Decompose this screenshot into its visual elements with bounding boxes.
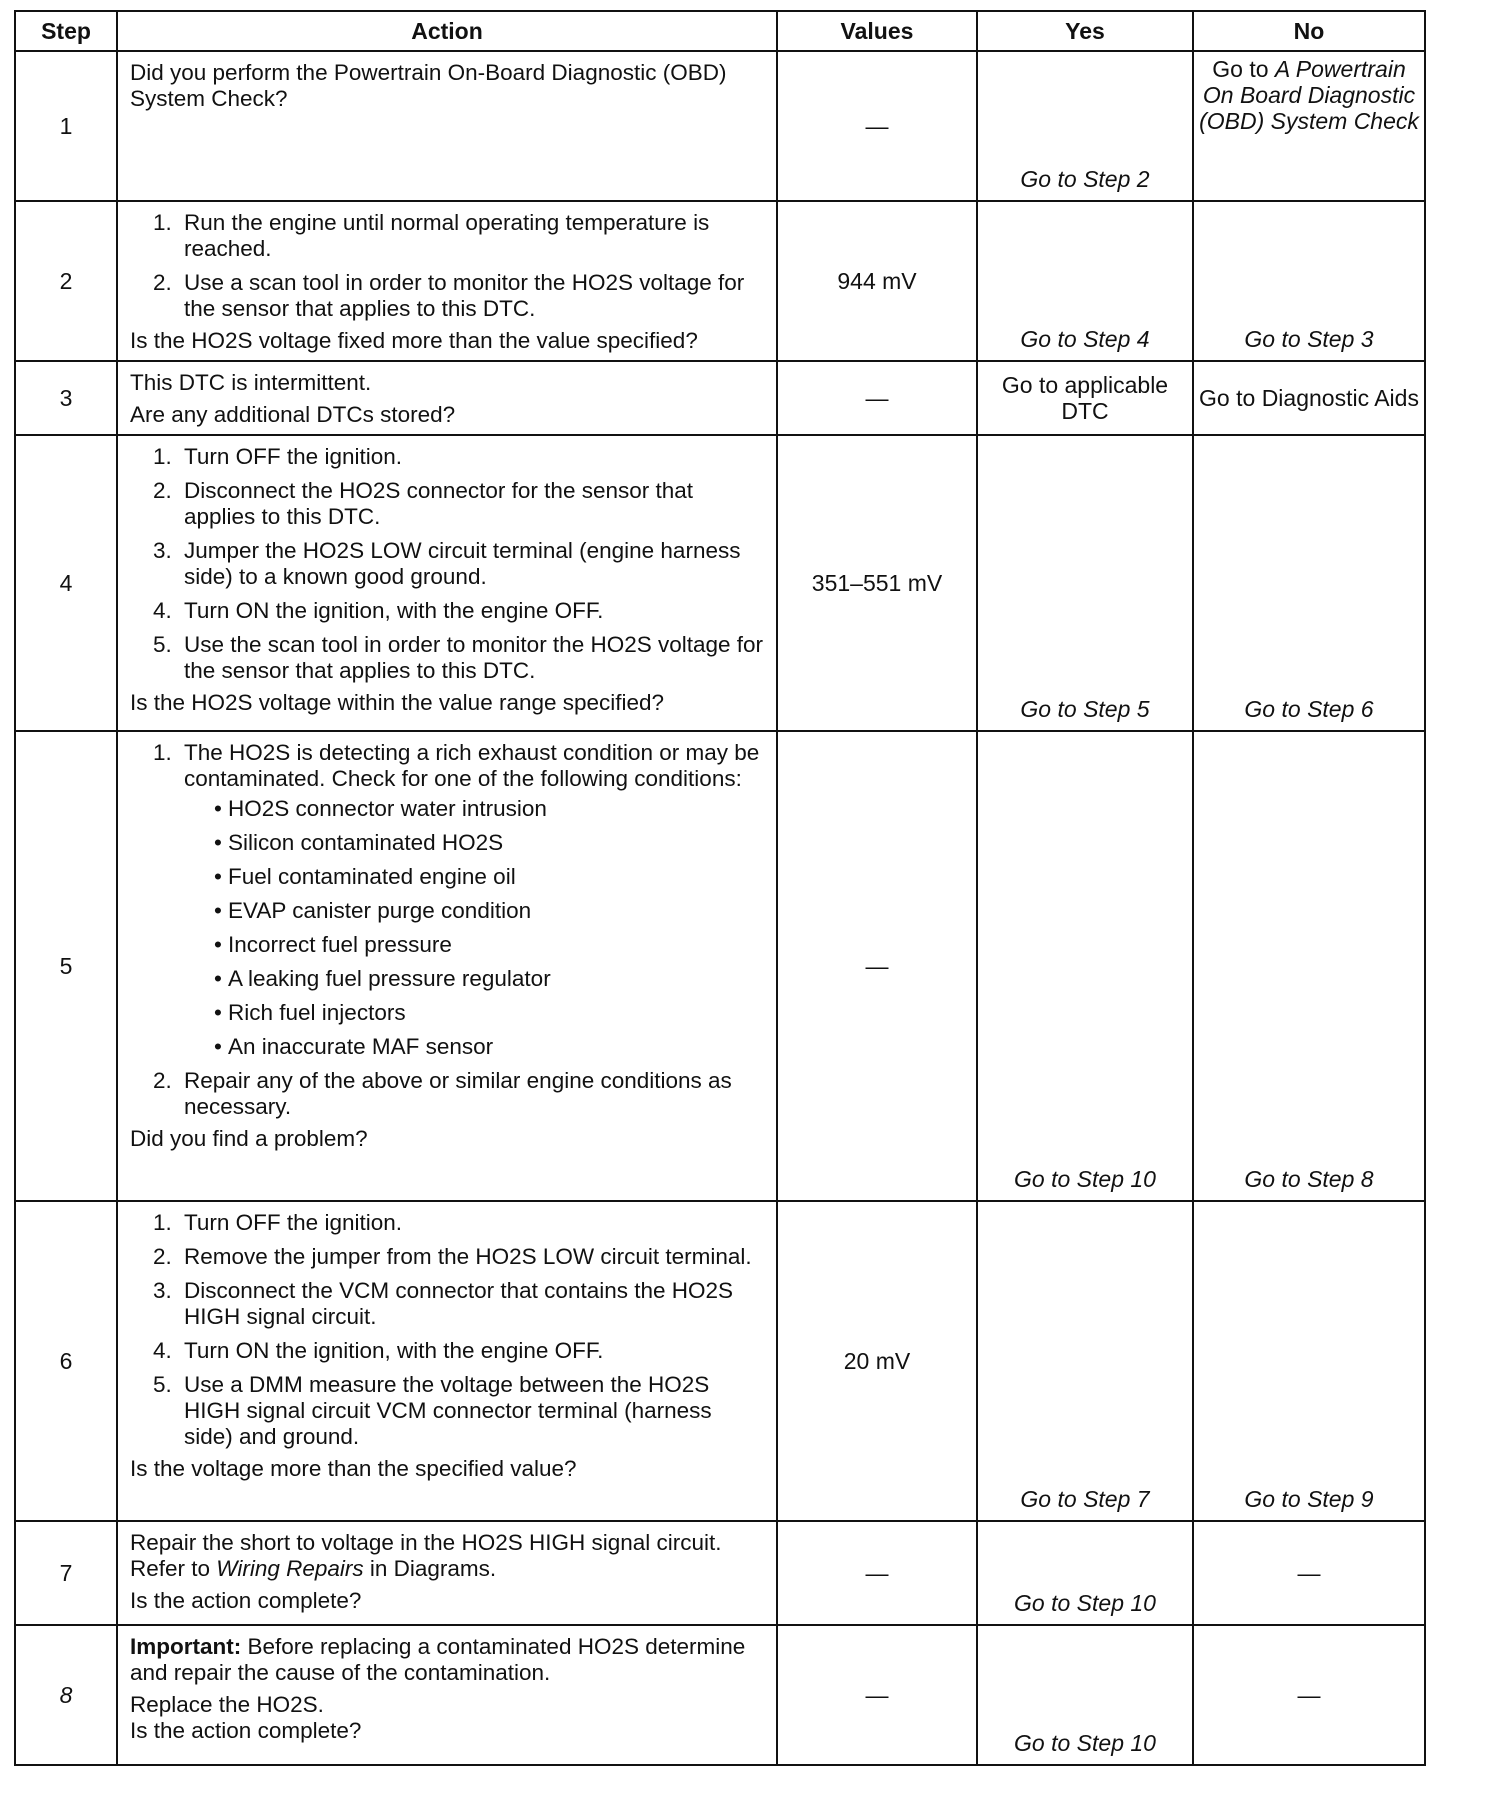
no-link[interactable]: Go to Diagnostic Aids [1199,385,1419,411]
no-cell [1193,1625,1425,1765]
diagnostic-table [14,10,1426,1766]
value-cell: — [777,1625,977,1765]
header-no: No [1193,11,1425,51]
action-text: Replace the HO2S. [130,1692,324,1717]
yes-link[interactable]: Go to Step 10 [1014,1590,1156,1616]
important-label: Important: [130,1634,242,1659]
no-cell [1193,1521,1425,1625]
step-number [15,1625,117,1765]
no-prefix: Go to [1212,56,1275,82]
condition-list [184,796,766,1060]
no-link[interactable]: Go to Step 3 [1244,326,1374,352]
no-link[interactable]: Go to Step 6 [1244,696,1374,722]
condition-item: • Fuel contaminated engine oil [214,864,766,890]
action-question: Is the HO2S voltage within the value range specified? [130,690,665,715]
no-italic: A Powertrain On Board Diagnostic (OBD) System Check [1199,56,1419,134]
action-item: 1. Turn OFF the ignition. [178,444,766,470]
action-item: 4. Turn ON the ignition, with the engine OFF. [178,598,766,624]
yes-cell [977,51,1193,201]
no-value: — [1297,1560,1321,1586]
action-item: 2. Repair any of the above or similar engine conditions as necessary. [178,1068,766,1120]
action-item-text: The HO2S is detecting a rich exhaust condition or may be contaminated. Check for one of the following conditions: [184,740,760,791]
action-text [130,1530,766,1582]
header-yes: Yes [977,11,1193,51]
yes-link[interactable]: Go to Step 2 [1020,166,1150,192]
action-item [178,740,766,1060]
action-text-b: in Diagrams. [363,1556,497,1581]
action-text: Did you perform the Powertrain On-Board Diagnostic (OBD) System Check? [130,60,727,111]
action-list [130,210,766,322]
value-cell: 944 mV [777,201,977,361]
step-number: 3 [15,361,117,435]
action-question: Is the voltage more than the specified value? [130,1456,577,1481]
table-row-step-1 [15,51,1425,201]
condition-item: • An inaccurate MAF sensor [214,1034,766,1060]
yes-link[interactable]: Go to Step 7 [1020,1486,1150,1512]
action-item: 4. Turn ON the ignition, with the engine OFF. [178,1338,766,1364]
action-list [130,444,766,684]
table-row-step-8 [15,1625,1425,1765]
action-item: 3. Disconnect the VCM connector that contains the HO2S HIGH signal circuit. [178,1278,766,1330]
yes-cell [977,1625,1193,1765]
step-number: 4 [15,435,117,731]
step-number: 6 [15,1201,117,1521]
value-cell: 351–551 mV [777,435,977,731]
condition-item: • EVAP canister purge condition [214,898,766,924]
no-link[interactable]: Go to Step 9 [1244,1486,1374,1512]
table-row-step-6 [15,1201,1425,1521]
action-question: Are any additional DTCs stored? [130,402,456,427]
action-question: Is the action complete? [130,1588,362,1613]
table-row-step-3 [15,361,1425,435]
yes-cell [977,1201,1193,1521]
yes-cell [977,201,1193,361]
action-item: 1. Turn OFF the ignition. [178,1210,766,1236]
action-question: Is the HO2S voltage fixed more than the value specified? [130,328,698,353]
header-step: Step [15,11,117,51]
action-cell [117,435,777,731]
condition-item: • Silicon contaminated HO2S [214,830,766,856]
value-cell: — [777,731,977,1201]
action-list [130,740,766,1120]
no-cell [1193,361,1425,435]
step-number: 7 [15,1521,117,1625]
action-item: 5. Use the scan tool in order to monitor the HO2S voltage for the sensor that applies to this DTC. [178,632,766,684]
step-number: 1 [15,51,117,201]
action-item: 5. Use a DMM measure the voltage between the HO2S HIGH signal circuit VCM connector terminal (harness side) and ground. [178,1372,766,1450]
condition-item: • HO2S connector water intrusion [214,796,766,822]
action-text-a: Repair the short to voltage in the HO2S HIGH signal circuit. Refer to [130,1530,722,1581]
value-cell: — [777,51,977,201]
action-item: 2. Remove the jumper from the HO2S LOW circuit terminal. [178,1244,766,1270]
important-text: Before replacing a contaminated HO2S determine and repair the cause of the contamination. [130,1634,746,1685]
step-number: 2 [15,201,117,361]
value-cell: — [777,361,977,435]
action-item: 2. Use a scan tool in order to monitor the HO2S voltage for the sensor that applies to this DTC. [178,270,766,322]
no-cell [1193,201,1425,361]
no-link[interactable]: Go to Step 8 [1244,1166,1374,1192]
action-cell [117,1521,777,1625]
no-cell [1193,51,1425,201]
value-cell: — [777,1521,977,1625]
action-cell [117,1201,777,1521]
action-item: 2. Disconnect the HO2S connector for the sensor that applies to this DTC. [178,478,766,530]
action-cell [117,1625,777,1765]
no-cell [1193,1201,1425,1521]
action-cell [117,51,777,201]
condition-item: • Incorrect fuel pressure [214,932,766,958]
important-note [130,1634,766,1686]
yes-link[interactable]: Go to Step 4 [1020,326,1150,352]
action-list [130,1210,766,1450]
action-cell [117,201,777,361]
yes-link[interactable]: Go to applicable DTC [1001,372,1169,424]
action-question: Is the action complete? [130,1718,362,1743]
condition-item: • Rich fuel injectors [214,1000,766,1026]
step-number: 5 [15,731,117,1201]
action-item: 1. Run the engine until normal operating temperature is reached. [178,210,766,262]
action-question: Did you find a problem? [130,1126,368,1151]
yes-cell [977,731,1193,1201]
step-number-text: 8 [59,1681,73,1708]
yes-cell [977,1521,1193,1625]
header-row [15,11,1425,51]
table-row-step-7 [15,1521,1425,1625]
yes-cell [977,435,1193,731]
action-item: 3. Jumper the HO2S LOW circuit terminal (engine harness side) to a known good ground. [178,538,766,590]
value-cell: 20 mV [777,1201,977,1521]
yes-link[interactable]: Go to Step 10 [1014,1166,1156,1192]
no-cell [1193,731,1425,1201]
yes-cell [977,361,1193,435]
action-cell [117,361,777,435]
no-value: — [1297,1682,1321,1708]
header-values: Values [777,11,977,51]
table-row-step-4 [15,435,1425,731]
condition-item: • A leaking fuel pressure regulator [214,966,766,992]
action-cell [117,731,777,1201]
table-row-step-5 [15,731,1425,1201]
action-text: This DTC is intermittent. [130,370,372,395]
no-cell [1193,435,1425,731]
no-link[interactable] [1194,56,1424,134]
wiring-repairs-link[interactable]: Wiring Repairs [216,1556,364,1581]
yes-link[interactable]: Go to Step 10 [1014,1730,1156,1756]
yes-link[interactable]: Go to Step 5 [1020,696,1150,722]
table-row-step-2 [15,201,1425,361]
header-action: Action [117,11,777,51]
